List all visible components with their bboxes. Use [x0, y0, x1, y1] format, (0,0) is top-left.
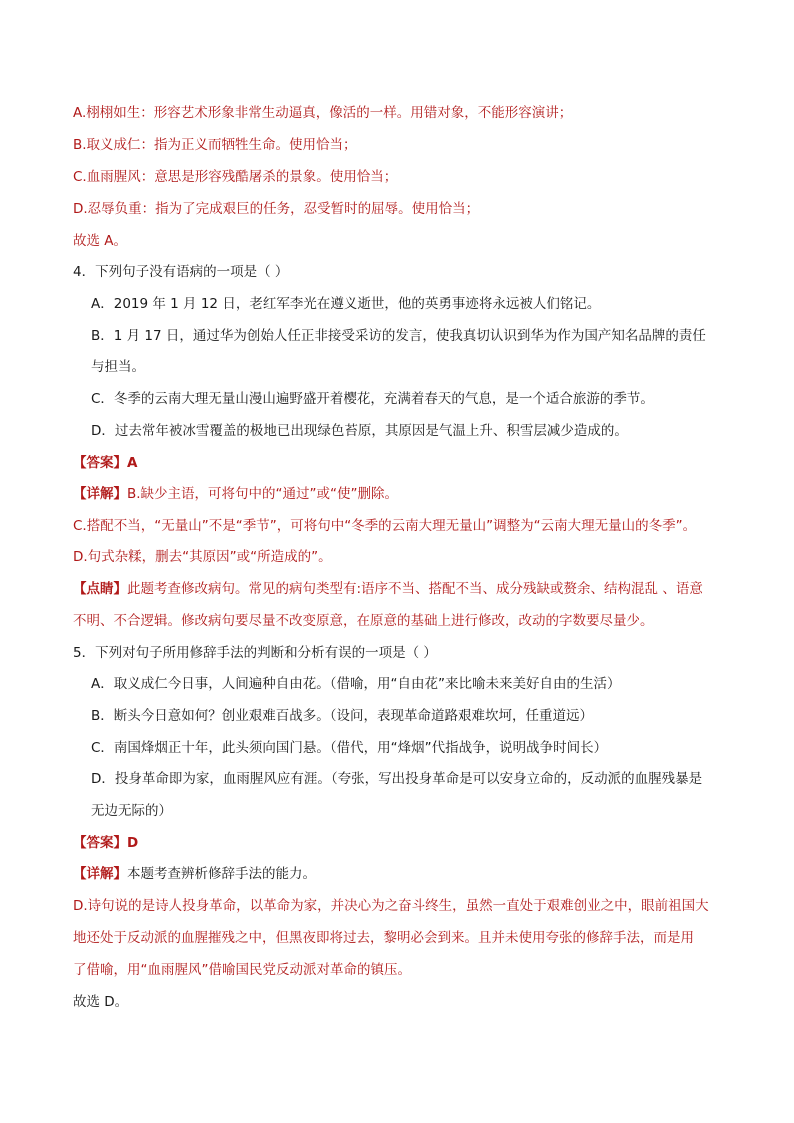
detail-line-4 [73, 864, 316, 884]
detail-tag: 【详解】 [73, 486, 127, 502]
answer-tag-2: 【答案】 [73, 835, 127, 851]
question-5-option-c: C．南国烽烟正十年，此头须向国门悬。（借代，用“烽烟”代指战争，说明战争时间长） [91, 740, 608, 756]
question-5-option-b: B．断头今日意如何？创业艰难百战多。（设问，表现革命道路艰难坎坷，任重道远） [91, 708, 594, 724]
question-4-option-d: D．过去常年被冰雪覆盖的极地已出现绿色苔原，其原因是气温上升、积雪层减少造成的。 [91, 423, 628, 439]
question-5-stem: 5．下列对句子所用修辞手法的判断和分析有误的一项是（ ） [73, 645, 437, 661]
answer-line-2 [73, 833, 138, 853]
question-4-option-b: B．1 月 17 日，通过华为创始人任正非接受采访的发言，使我真切认识到华为作为国产知名品牌的责任 [91, 328, 706, 344]
tip-tag: 【点睛】 [73, 581, 127, 597]
tip-line-2: 不明、不合逻辑。修改病句要尽量不改变原意，在原意的基础上进行修改，改动的字数要尽量少。 [73, 613, 654, 629]
question-5-option-a: A．取义成仁今日事，人间遍种自由花。（借喻，用“自由花”来比喻未来美好自由的生活） [91, 676, 621, 692]
explanation-option-c: C.血雨腥风：意思是形容残酷屠杀的景象。使用恰当； [73, 169, 398, 185]
tip-line-1 [73, 579, 703, 599]
answer-conclusion-2: 故选 D。 [73, 994, 129, 1010]
question-4-stem: 4．下列句子没有语病的一项是（ ） [73, 264, 289, 280]
detail-text: B.缺少主语，可将句中的“通过”或“使”删除。 [127, 486, 399, 502]
question-4-option-c: C．冬季的云南大理无量山漫山遍野盛开着樱花，充满着春天的气息，是一个适合旅游的季节。 [91, 391, 654, 407]
answer-value-2: D [127, 835, 139, 851]
answer-value: A [127, 455, 138, 471]
question-4-option-a: A．2019 年 1 月 12 日，老红军李光在遵义逝世，他的英勇事迹将永远被人们铭记。 [91, 296, 601, 312]
detail-line-2: C.搭配不当，“无量山”不是“季节”，可将句中“冬季的云南大理无量山”调整为“云南大理无量山的冬季”。 [73, 518, 697, 534]
detail-line-3: D.句式杂糅，删去“其原因”或“所造成的”。 [73, 549, 332, 565]
question-5-option-d-cont: 无边无际的） [91, 803, 172, 819]
detail-tag-2: 【详解】 [73, 866, 127, 882]
detail-line-6: 地还处于反动派的血腥摧残之中，但黑夜即将过去，黎明必会到来。且并未使用夸张的修辞手法，而是用 [73, 930, 694, 946]
detail-text-2: 本题考查辨析修辞手法的能力。 [127, 866, 316, 882]
question-4-option-b-cont: 与担当。 [91, 359, 145, 375]
detail-line-5: D.诗句说的是诗人投身革命，以革命为家，并决心为之奋斗终生，虽然一直处于艰难创业之中，眼前祖国大 [73, 898, 709, 914]
answer-tag: 【答案】 [73, 455, 127, 471]
explanation-option-b: B.取义成仁：指为正义而牺牲生命。使用恰当； [73, 137, 357, 153]
question-5-option-d: D．投身革命即为家，血雨腥风应有涯。（夸张，写出投身革命是可以安身立命的，反动派的血腥残暴是 [91, 771, 703, 787]
answer-line [73, 453, 137, 473]
explanation-option-a: A.栩栩如生：形容艺术形象非常生动逼真，像活的一样。用错对象，不能形容演讲； [73, 105, 573, 121]
detail-line-1 [73, 484, 398, 504]
answer-conclusion: 故选 A。 [73, 233, 128, 249]
explanation-option-d: D.忍辱负重：指为了完成艰巨的任务，忍受暂时的屈辱。使用恰当； [73, 201, 480, 217]
tip-text: 此题考查修改病句。常见的病句类型有:语序不当、搭配不当、成分残缺或赘余、结构混乱 、语意 [127, 581, 703, 597]
detail-line-7: 了借喻，用“血雨腥风”借喻国民党反动派对革命的镇压。 [73, 962, 411, 978]
